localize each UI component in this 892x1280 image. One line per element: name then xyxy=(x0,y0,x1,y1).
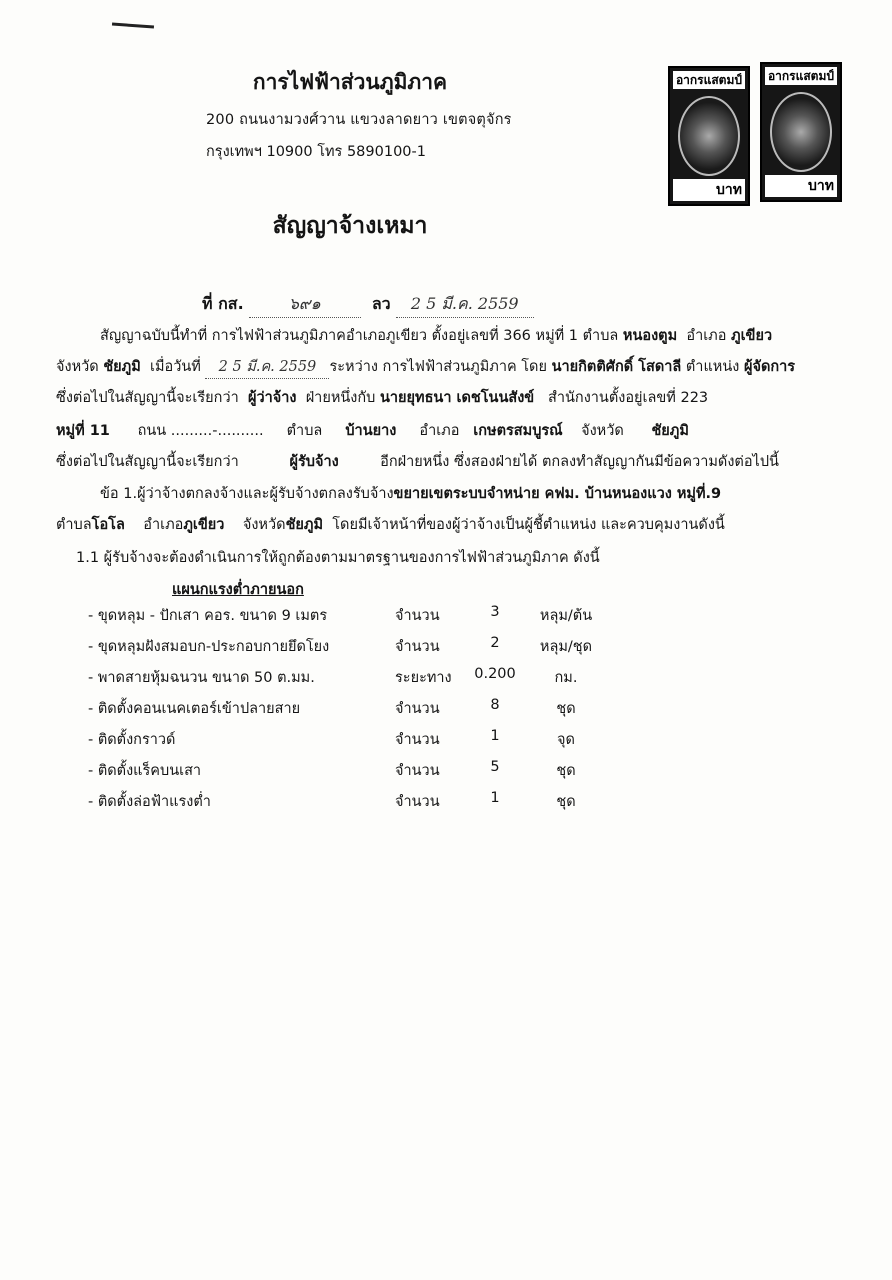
stamp-emblem-icon xyxy=(678,96,740,176)
clause-text: ข้อ 1.ผู้ว่าจ้างตกลงจ้างและผู้รับจ้างตกลงรับจ้าง xyxy=(100,486,394,502)
contractor-district: เกษตรสมบูรณ์ xyxy=(473,423,563,439)
item-qty: 8 xyxy=(490,697,500,713)
item-qty: 1 xyxy=(490,728,500,744)
org-name: การไฟฟ้าส่วนภูมิภาค xyxy=(252,70,448,94)
item-desc: - พาดสายหุ้มฉนวน ขนาด 50 ต.มม. xyxy=(88,670,315,686)
stamp-unit: บาท xyxy=(673,179,745,201)
para-line-2 xyxy=(56,355,795,379)
item-desc: - ติดตั้งคอนเนคเตอร์เข้าปลายสาย xyxy=(88,701,301,717)
road-blank: .........-.......... xyxy=(170,423,264,439)
village-no: หมู่ที่ 11 xyxy=(56,423,110,439)
para-line-5 xyxy=(56,450,779,473)
list-item xyxy=(0,604,892,630)
para-text: สัญญาฉบับนี้ทำที่ การไฟฟ้าส่วนภูมิภาคอำเภอภูเขียว ตั้งอยู่เลขที่ 366 หมู่ที่ 1 ตำบล xyxy=(100,328,619,344)
project-name: ขยายเขตระบบจำหน่าย คฟม. บ้านหนองแวง หมู่ที่.9 xyxy=(393,486,722,502)
project-district: ภูเขียว xyxy=(183,517,225,533)
item-desc: - ขุดหลุมฝังสมอบก-ประกอบกายยึดโยง xyxy=(88,639,330,655)
revenue-stamp-2 xyxy=(760,62,842,202)
para-text: อีกฝ่ายหนึ่ง ซึ่งสองฝ่ายได้ ตกลงทำสัญญากันมีข้อความดังต่อไปนี้ xyxy=(380,454,779,470)
employer-name: นายกิตติศักดิ์ โสดาลี xyxy=(551,359,682,375)
item-desc: - ติดตั้งกราวด์ xyxy=(88,732,176,748)
item-label: ระยะทาง xyxy=(395,670,452,686)
clause-1-line-1 xyxy=(100,482,721,505)
para-line-3 xyxy=(56,386,708,409)
item-unit: ชุด xyxy=(556,794,576,810)
address-line-2: กรุงเทพฯ 10900 โทร 5890100-1 xyxy=(206,144,426,160)
stamp-title: อากรแสตมป์ xyxy=(765,67,837,85)
province: ชัยภูมิ xyxy=(103,359,141,375)
clause-text: อำเภอ xyxy=(143,517,184,533)
ref-date-value: 2 5 มี.ค. 2559 xyxy=(396,292,534,318)
subdistrict: หนองตูม xyxy=(622,328,678,344)
contractor-subdistrict: บ้านยาง xyxy=(345,423,397,439)
item-unit: ชุด xyxy=(556,763,576,779)
item-desc: - ขุดหลุม - ปักเสา คอร. ขนาด 9 เมตร xyxy=(88,608,328,624)
para-text: ระหว่าง การไฟฟ้าส่วนภูมิภาค โดย xyxy=(329,359,547,375)
item-qty: 0.200 xyxy=(474,666,516,682)
item-qty: 2 xyxy=(490,635,500,651)
para-text: ตำบล xyxy=(286,423,323,439)
item-label: จำนวน xyxy=(395,639,440,655)
ref-no-value: ๖๙๑ xyxy=(249,292,361,318)
revenue-stamp-1 xyxy=(668,66,750,206)
item-unit: กม. xyxy=(554,670,578,686)
para-text: ตำแหน่ง xyxy=(685,359,740,375)
list-item xyxy=(0,635,892,661)
stamp-title: อากรแสตมป์ xyxy=(673,71,745,89)
ref-date-label: ลว xyxy=(371,294,391,313)
item-label: จำนวน xyxy=(395,608,440,624)
work-list-heading: แผนกแรงต่ำภายนอก xyxy=(172,582,304,598)
para-text: ถนน xyxy=(137,423,167,439)
contractor-name: นายยุทธนา เดชโนนสังข์ xyxy=(379,390,535,406)
project-subdistrict: โอโล xyxy=(91,517,125,533)
item-label: จำนวน xyxy=(395,701,440,717)
role-employer: ผู้ว่าจ้าง xyxy=(247,390,297,406)
document-title: สัญญาจ้างเหมา xyxy=(272,213,428,239)
item-label: จำนวน xyxy=(395,763,440,779)
item-unit: ชุด xyxy=(556,701,576,717)
list-item xyxy=(0,790,892,816)
project-province: ชัยภูมิ xyxy=(285,517,324,533)
pen-mark xyxy=(112,23,154,29)
address-line-1: 200 ถนนงามวงศ์วาน แขวงลาดยาว เขตจตุจักร xyxy=(206,112,512,128)
item-qty: 5 xyxy=(490,759,500,775)
item-unit: จุด xyxy=(557,732,575,748)
para-text: สำนักงานตั้งอยู่เลขที่ 223 xyxy=(548,390,709,406)
item-unit: หลุม/ต้น xyxy=(539,608,593,624)
para-text: ฝ่ายหนึ่งกับ xyxy=(305,390,376,406)
contractor-province: ชัยภูมิ xyxy=(651,423,689,439)
item-label: จำนวน xyxy=(395,794,440,810)
para-text: ซึ่งต่อไปในสัญญานี้จะเรียกว่า xyxy=(56,390,239,406)
contract-date: 2 5 มี.ค. 2559 xyxy=(205,355,329,379)
para-text: อำเภอ xyxy=(686,328,727,344)
item-qty: 3 xyxy=(490,604,500,620)
list-item xyxy=(0,759,892,785)
stamp-emblem-icon xyxy=(770,92,832,172)
para-text: จังหวัด xyxy=(581,423,624,439)
district: ภูเขียว xyxy=(731,328,773,344)
item-desc: - ติดตั้งล่อฟ้าแรงต่ำ xyxy=(88,794,211,810)
item-desc: - ติดตั้งแร็คบนเสา xyxy=(88,763,202,779)
para-text: ซึ่งต่อไปในสัญญานี้จะเรียกว่า xyxy=(56,454,239,470)
item-unit: หลุม/ชุด xyxy=(539,639,593,655)
clause-text: โดยมีเจ้าหน้าที่ของผู้ว่าจ้างเป็นผู้ชี้ตำแหน่ง และควบคุมงานดังนี้ xyxy=(332,517,725,533)
item-qty: 1 xyxy=(490,790,500,806)
clause-text: จังหวัด xyxy=(242,517,286,533)
list-item xyxy=(0,666,892,692)
para-text: จังหวัด xyxy=(56,359,99,375)
employer-position: ผู้จัดการ xyxy=(743,359,796,375)
para-text: เมื่อวันที่ xyxy=(150,359,201,375)
list-item xyxy=(0,697,892,723)
ref-no-label: ที่ กส. xyxy=(202,294,244,313)
clause-1-line-2 xyxy=(56,513,725,536)
para-text: อำเภอ xyxy=(419,423,460,439)
role-contractor: ผู้รับจ้าง xyxy=(289,454,339,470)
para-line-4 xyxy=(56,419,689,442)
stamp-unit: บาท xyxy=(765,175,837,197)
clause-1-1: 1.1 ผู้รับจ้างจะต้องดำเนินการให้ถูกต้องตามมาตรฐานของการไฟฟ้าส่วนภูมิภาค ดังนี้ xyxy=(76,550,600,566)
list-item xyxy=(0,728,892,754)
para-line-1 xyxy=(100,324,772,347)
reference-line xyxy=(202,292,534,318)
clause-text: ตำบล xyxy=(56,517,92,533)
item-label: จำนวน xyxy=(395,732,440,748)
